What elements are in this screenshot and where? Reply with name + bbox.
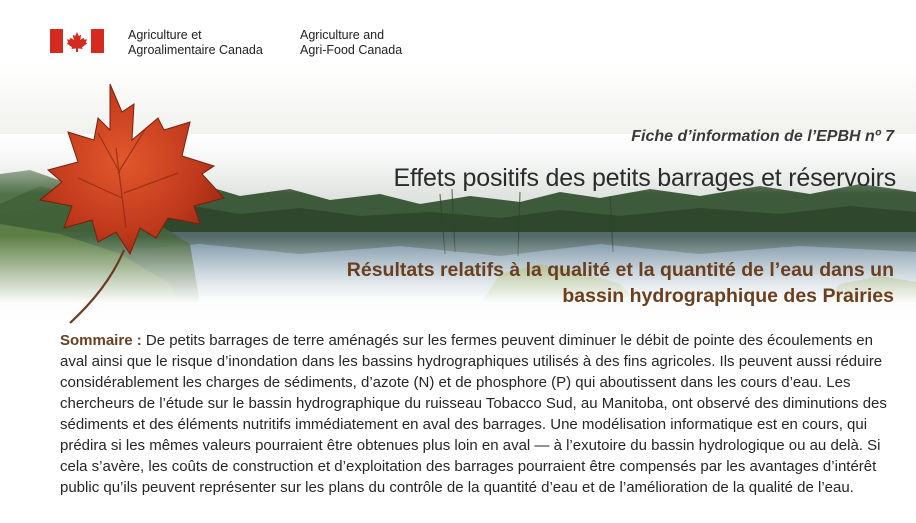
summary-paragraph [60,330,902,498]
page-title: Effets positifs des petits barrages et réservoirs [393,164,896,192]
summary-label: Sommaire : [60,332,142,349]
dept-en-line2: Agri-Food Canada [300,43,403,57]
subtitle [174,257,894,309]
subtitle-line2: bassin hydrographique des Prairies [562,285,894,307]
dept-fr-line1: Agriculture et [128,28,202,42]
dept-fr-line2: Agroalimentaire Canada [128,43,263,57]
fact-sheet-number: Fiche d’information de l’EPBH nº 7 [631,128,894,145]
dept-en-line1: Agriculture and [300,28,385,42]
department-name-en [300,28,402,58]
canada-flag-icon [50,29,104,53]
header [0,0,916,62]
department-name-fr [128,28,263,58]
subtitle-line1: Résultats relatifs à la qualité et la quantité de l’eau dans un [346,259,894,281]
summary-text: De petits barrages de terre aménagés sur les fermes peuvent diminuer le débit de pointe des écoulements en aval ainsi que le risque d’inondation dans les bassins hydrographiques utilisés à des fins agricoles. Ils peuvent aussi réduire considérablement les charges de sédiments, d’azote (N) et de phosphore (P) qui aboutissent dans les cours d’eau. Les chercheurs de l’étude sur le bassin hydrographique du ruisseau Tobacco Sud, au Manitoba, ont observé des diminutions des sédiments et des éléments nutritifs immédiatement en aval des barrages. Une modélisation informatique est en cours, qui prédira si les mêmes valeurs pourraient être obtenues plus loin en aval — à l’exutoire du bassin hydrologique ou au delà. Si cela s’avère, les coûts de construction et d’exploitation des barrages pourraient être compensés par les avantages d’intérêt public qu’ils peuvent représenter sur les plans du contrôle de la quantité d’eau et de l’amélioration de la qualité de l’eau. [60,332,887,496]
